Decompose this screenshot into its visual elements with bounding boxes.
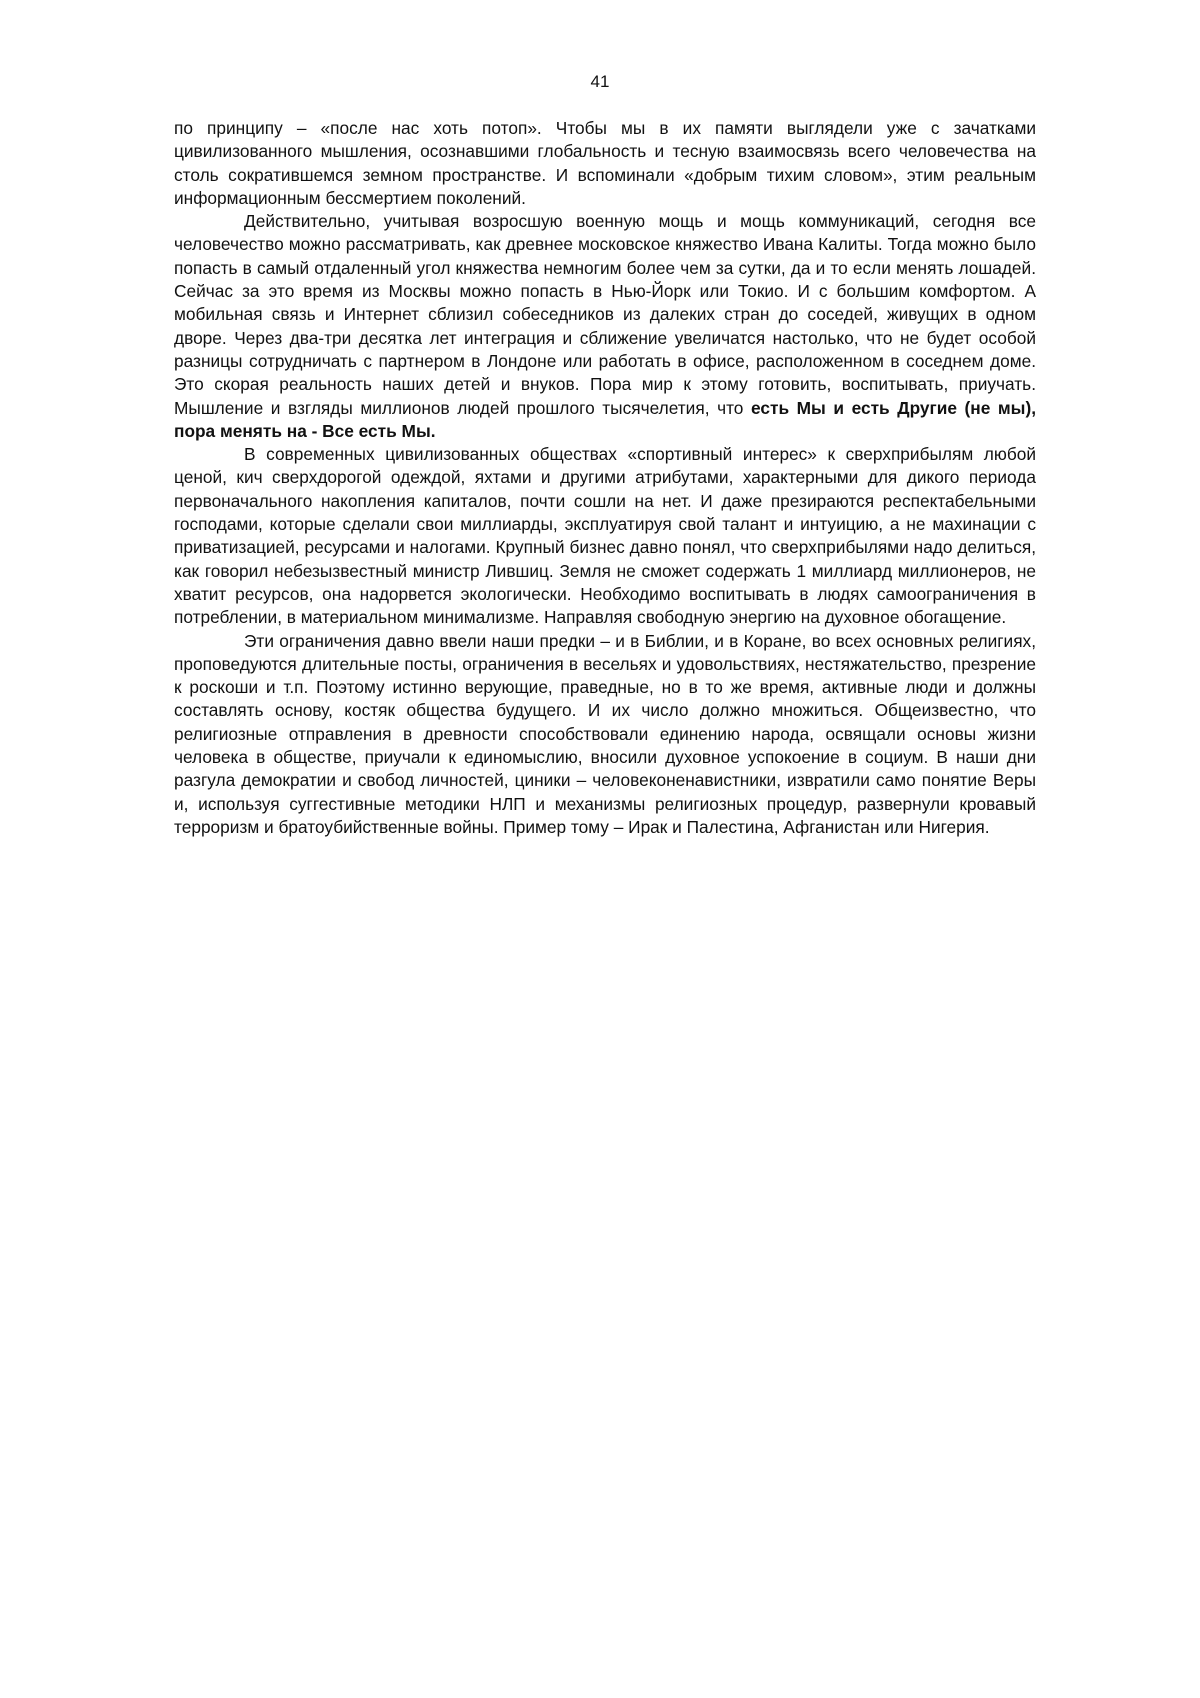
paragraph-2-bold-text: есть Мы и есть Другие (не мы), пора менять на - Все есть Мы. <box>174 397 1036 441</box>
paragraph-2 <box>174 210 1036 443</box>
paragraph-3: В современных цивилизованных обществах «спортивный интерес» к сверхприбылям любой ценой, кич сверхдорогой одеждой, яхтами и другими атрибутами, характерными для дикого периода первоначального накопления капиталов, почти сошли на нет. И даже презираются респектабельными господами, которые сделали свои миллиарды, эксплуатируя свой талант и интуицию, а не махинации с приватизацией, ресурсами и налогами. Крупный бизнес давно понял, что сверхприбылями надо делиться, как говорил небезызвестный министр Лившиц. Земля не сможет содержать 1 миллиард миллионеров, не хватит ресурсов, она надорвется экологически. Необходимо воспитывать в людях самоограничения в потреблении, в материальном минимализме. Направляя свободную энергию на духовное обогащение. <box>174 444 1036 628</box>
paragraph-4: Эти ограничения давно ввели наши предки – и в Библии, и в Коране, во всех основных религиях, проповедуются длительные посты, ограничения в весельях и удовольствиях, нестяжательство, презрение к роскоши и т.п. Поэтому истинно верующие, праведные, но в то же время, активные люди и должны составлять основу, костяк общества будущего. И их число должно множиться. Общеизвестно, что религиозные отправления в древности способствовали единению народа, освящали основы жизни человека в обществе, приучали к единомыслию, вносили духовное успокоение в социум. В наши дни разгула демократии и свобод личностей, циники – человеконенавистники, извратили само понятие Веры и, используя суггестивные методики НЛП и механизмы религиозных процедур, развернули кровавый терроризм и братоубийственные войны. Пример тому – Ирак и Палестина, Афганистан или Нигерия. <box>174 630 1036 837</box>
page-number: 41 <box>590 72 610 91</box>
paragraph-2-text: Действительно, учитывая возросшую военную мощь и мощь коммуникаций, сегодня все человечество можно рассматривать, как древнее московское княжество Ивана Калиты. Тогда можно было попасть в самый отдаленный угол княжества немногим более чем за сутки, да и то если менять лошадей. Сейчас за это время из Москвы можно попасть в Нью-Йорк или Токио. И с большим комфортом. А мобильная связь и Интернет сблизил собеседников из далеких стран до соседей, живущих в одном дворе. Через два-три десятка лет интеграция и сближение увеличатся настолько, что не будет особой разницы сотрудничать с партнером в Лондоне или работать в офисе, расположенном в соседнем доме. Это скорая реальность наших детей и внуков. Пора мир к этому готовить, воспитывать, приучать. Мышление и взгляды миллионов людей прошлого тысячелетия, что <box>174 211 1036 418</box>
paragraph-1: по принципу – «после нас хоть потоп». Чтобы мы в их памяти выглядели уже с зачатками цивилизованного мышления, осознавшими глобальность и тесную взаимосвязь всего человечества на столь сократившемся земном пространстве. И вспоминали «добрым тихим словом», этим реальным информационным бессмертием поколений. <box>174 118 1036 208</box>
document-body <box>174 117 1036 839</box>
